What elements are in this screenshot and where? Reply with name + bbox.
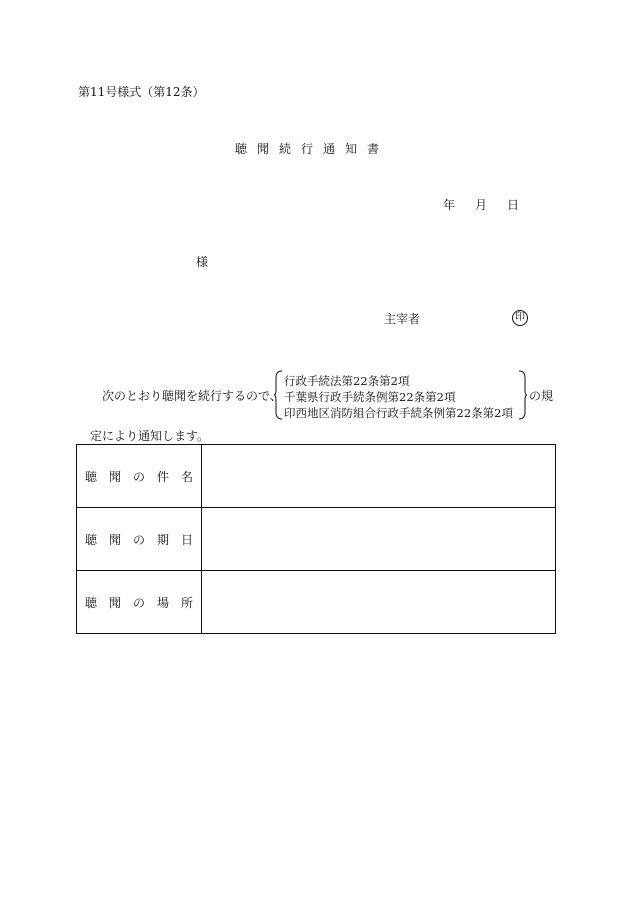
body-suffix-text: の規 (529, 389, 554, 403)
left-bracket (274, 370, 284, 420)
table-row (77, 445, 556, 508)
label-char: の (132, 469, 145, 484)
date-year-label: 年 (443, 198, 456, 212)
body-lead-text: 次のとおり聴聞を続行するので、 (102, 389, 282, 403)
body-continuation-text: 定により通知します。 (90, 429, 210, 443)
hearing-case-name-label (77, 445, 202, 508)
table-row (77, 508, 556, 571)
hearing-date-label (77, 508, 202, 571)
label-char: 聞 (108, 469, 121, 484)
hearing-place-value[interactable] (202, 571, 556, 634)
label-char: 聞 (108, 532, 121, 547)
label-char: の (132, 595, 145, 610)
hearing-place-label (77, 571, 202, 634)
label-char: 期 (156, 532, 169, 547)
law-item: 行政手続法第22条第2項 (284, 374, 410, 388)
label-char: 聞 (108, 595, 121, 610)
label-char: 所 (180, 595, 193, 610)
label-char: の (132, 532, 145, 547)
presider-label: 主宰者 (384, 312, 421, 326)
seal-mark: 印 (512, 310, 528, 326)
right-bracket (517, 370, 527, 420)
label-char: 件 (156, 469, 169, 484)
hearing-date-value[interactable] (202, 508, 556, 571)
law-list (284, 373, 513, 421)
label-char: 聴 (85, 469, 98, 484)
document-title: 聴聞続行通知書 (235, 142, 390, 156)
hearing-case-name-value[interactable] (202, 445, 556, 508)
label-char: 日 (180, 532, 193, 547)
date-line (443, 199, 519, 211)
label-char: 名 (180, 469, 193, 484)
hearing-info-table (76, 444, 556, 634)
label-char: 聴 (85, 595, 98, 610)
date-month-label: 月 (475, 198, 488, 212)
law-item: 印西地区消防組合行政手続条例第22条第2項 (284, 406, 513, 420)
recipient-honorific: 様 (196, 255, 209, 269)
law-item: 千葉県行政手続条例第22条第2項 (284, 390, 456, 404)
date-day-label: 日 (507, 198, 520, 212)
table-row (77, 571, 556, 634)
label-char: 場 (156, 595, 169, 610)
label-char: 聴 (85, 532, 98, 547)
form-number: 第11号様式（第12条） (78, 85, 205, 99)
